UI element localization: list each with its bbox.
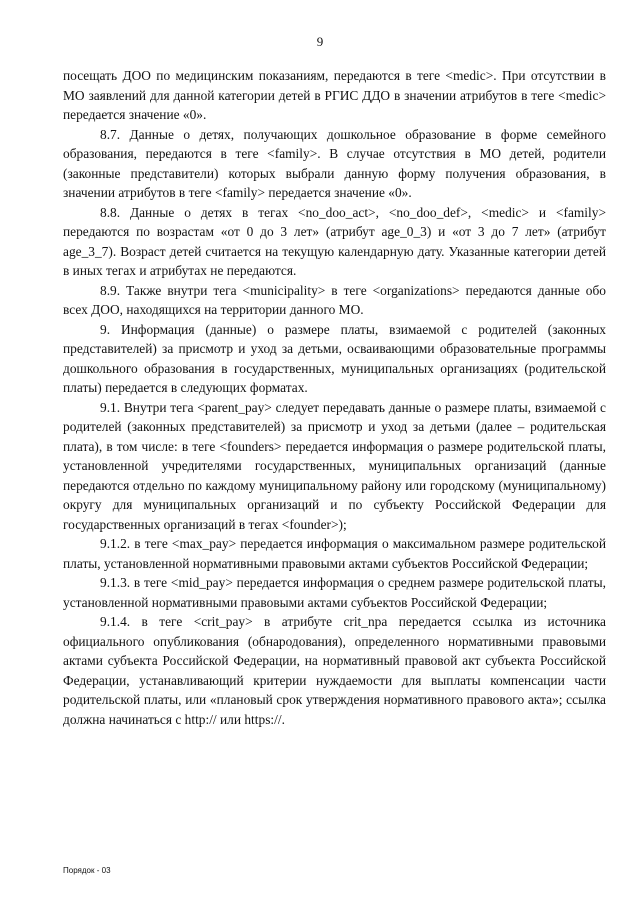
- paragraph-9-1-4: 9.1.4. в теге <crit_pay> в атрибуте crit_npa передается ссылка из источника официального опубликования (обнародования), определенного нормативными правовыми актами субъекта Российской Федерации, на нормативный правовой акт субъекта Российской Федерации, устанавливающий критерии нуждаемости для выплаты компенсации части родительской платы, или «плановый срок утверждения нормативного правового акта»; ссылка должна начинаться с http:// или https://.: [63, 614, 606, 727]
- document-body: [63, 66, 606, 729]
- paragraph-continuation: посещать ДОО по медицинским показаниям, передаются в теге <medic>. При отсутствии в МО заявлений для данной категории детей в РГИС ДДО в значении атрибутов в теге <medic> передается значение «0».: [63, 68, 606, 122]
- footer-label: Порядок - 03: [63, 866, 111, 875]
- paragraph-8-8: 8.8. Данные о детях в тегах <no_doo_act>, <no_doo_def>, <medic> и <family> передаются по возрастам «от 0 до 3 лет» (атрибут age_0_3) и «от 3 до 7 лет» (атрибут age_3_7). Возраст детей считается на текущую календарную дату. Указанные категории детей в иных тегах и атрибутах не передаются.: [63, 204, 606, 278]
- paragraph-8-9: 8.9. Также внутри тега <municipality> в теге <organizations> передаются данные обо всех ДОО, находящихся на территории данного МО.: [63, 282, 606, 317]
- paragraph-9: 9. Информация (данные) о размере платы, взимаемой с родителей (законных представителей) за присмотр и уход за детьми, осваивающими образовательные программы дошкольного образования в государственных, муниципальных организациях (родительской платы) передается в следующих форматах.: [63, 321, 606, 395]
- paragraph-9-1: 9.1. Внутри тега <parent_pay> следует передавать данные о размере платы, взимаемой с родителей (законных представителей) за присмотр и уход за детьми (далее – родительская плата), в том числе: в теге <founders> передается информация о размере родительской платы, установленной учредителями государственных, муниципальных организаций (данные передаются отдельно по каждому муниципальному району или городскому (муниципальному) округу для муниципальных организаций и по субъекту Российской Федерации для государственных организаций в тегах <founder>);: [63, 399, 606, 532]
- paragraph-9-1-2: 9.1.2. в теге <max_pay> передается информация о максимальном размере родительской платы, установленной нормативными правовыми актами субъектов Российской Федерации;: [63, 536, 606, 571]
- page-number: 9: [316, 34, 324, 49]
- paragraph-9-1-3: 9.1.3. в теге <mid_pay> передается информация о среднем размере родительской платы, установленной нормативными правовыми актами субъектов Российской Федерации;: [63, 575, 606, 610]
- paragraph-8-7: 8.7. Данные о детях, получающих дошкольное образование в форме семейного образования, передаются в теге <family>. В случае отсутствия в МО детей, родители (законные представители) которых выбрали данную форму получения образования, в значении атрибутов в теге <family> передается значение «0».: [63, 126, 606, 200]
